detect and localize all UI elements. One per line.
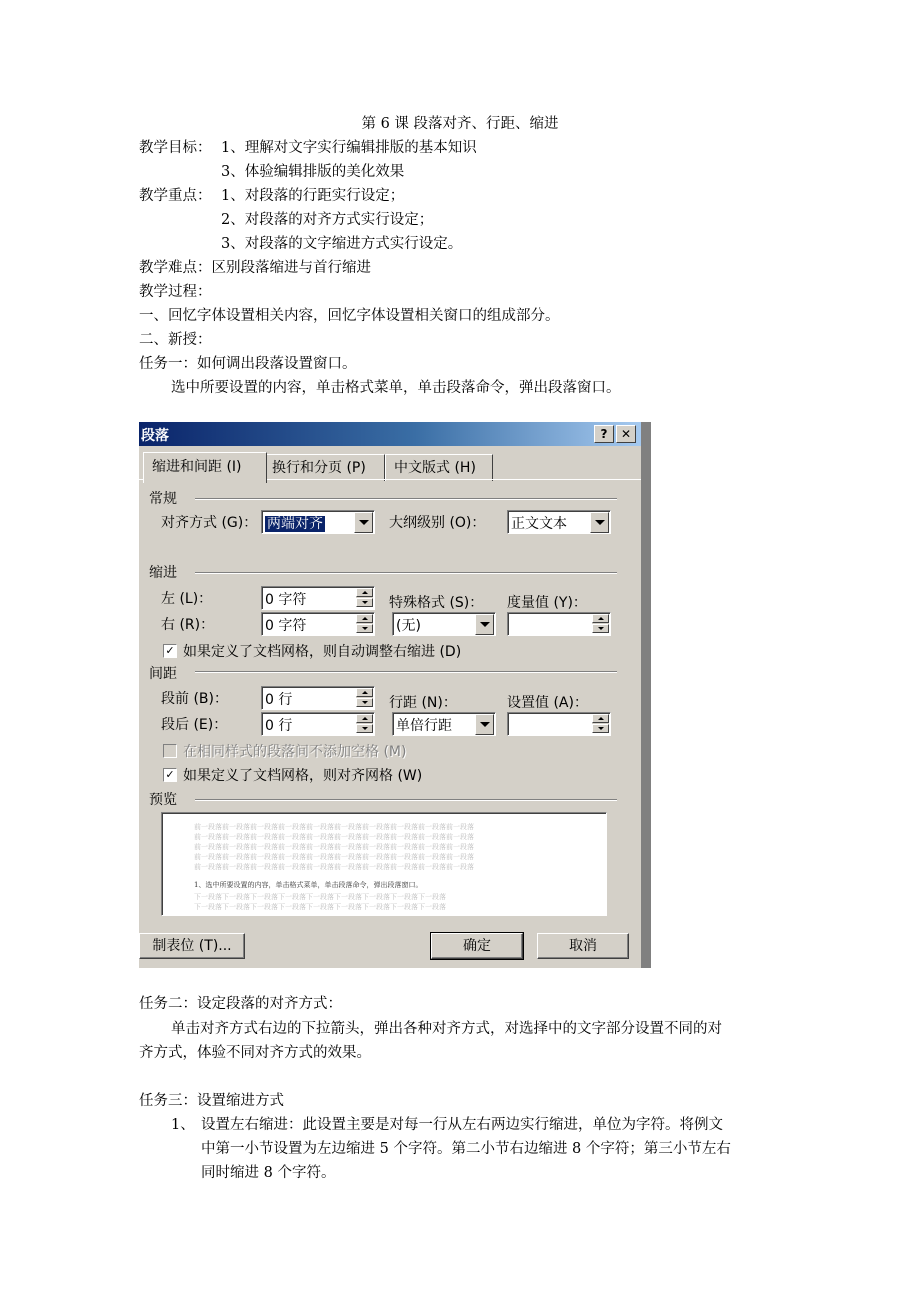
tab-indent-spacing[interactable]: 缩进和间距 (I) (143, 452, 267, 483)
linespace-label: 行距 (N)： (389, 695, 457, 711)
special-value: (无) (396, 618, 421, 634)
outline-dropdown-button[interactable] (590, 512, 609, 533)
task3-text: 同时缩进 8 个字符。 (201, 1165, 336, 1181)
snap-grid-label: 如果定义了文档网格，则对齐网格 (W) (183, 768, 423, 784)
auto-right-checkbox[interactable]: ✓ (163, 644, 177, 658)
right-indent-spinner[interactable] (356, 614, 373, 633)
group-spacing-label: 间距 (149, 666, 177, 682)
preview-box (161, 812, 607, 916)
after-input[interactable] (261, 712, 375, 736)
group-separator (195, 671, 617, 673)
group-separator (195, 498, 617, 500)
setvalue-spinner[interactable] (592, 714, 609, 733)
no-space-label: 在相同样式的段落间不添加空格 (M) (183, 744, 407, 760)
group-general-label: 常规 (149, 491, 177, 507)
special-dropdown-button[interactable] (475, 614, 494, 635)
left-indent-value: 0 字符 (265, 592, 307, 608)
difficulty-line: 教学难点：区别段落缩进与首行缩进 (139, 260, 371, 276)
goals-label: 教学目标： (139, 140, 212, 156)
group-separator (195, 572, 617, 574)
ok-button[interactable]: 确定 (431, 933, 523, 959)
align-dropdown-button[interactable] (354, 512, 373, 533)
after-label: 段后 (E)： (161, 717, 228, 733)
preview-prev-line: 前一段落前一段落前一段落前一段落前一段落前一段落前一段落前一段落前一段落前一段落 (194, 843, 474, 851)
task2-text: 单击对齐方式右边的下拉箭头，弹出各种对齐方式，对选择中的文字部分设置不同的对 (171, 1021, 722, 1037)
group-preview-label: 预览 (149, 792, 177, 808)
chevron-down-icon (480, 722, 490, 727)
left-indent-input[interactable] (261, 586, 375, 610)
outline-label: 大纲级别 (O)： (389, 515, 486, 531)
before-input[interactable] (261, 686, 375, 710)
left-indent-spinner[interactable] (356, 588, 373, 607)
goal-item: 1、理解对文字实行编辑排版的基本知识 (221, 140, 477, 156)
chevron-down-icon (359, 520, 369, 525)
after-value: 0 行 (265, 718, 293, 734)
special-dropdown[interactable] (392, 612, 496, 636)
step2-line: 二、新授： (139, 332, 212, 348)
task3-text: 设置左右缩进：此设置主要是对每一行从左右两边实行缩进，单位为字符。将例文 (201, 1117, 723, 1133)
task2-text: 齐方式，体验不同对齐方式的效果。 (139, 1045, 371, 1061)
cancel-button[interactable]: 取消 (537, 933, 629, 959)
close-button[interactable]: ✕ (616, 425, 636, 443)
before-label: 段前 (B)： (161, 691, 228, 707)
setvalue-label: 设置值 (A)： (507, 695, 588, 711)
dialog-shadow (641, 422, 651, 968)
before-spinner[interactable] (356, 688, 373, 707)
left-indent-label: 左 (L)： (161, 591, 213, 607)
tab-chinese-layout[interactable]: 中文版式 (H) (385, 454, 493, 481)
key-label: 教学重点： (139, 188, 212, 204)
outline-value: 正文文本 (511, 516, 567, 532)
dialog-titlebar (139, 422, 641, 446)
key-item: 1、对段落的行距实行设定； (221, 188, 405, 204)
paragraph-dialog (139, 422, 651, 968)
key-item: 2、对段落的对齐方式实行设定； (221, 212, 434, 228)
key-item: 3、对段落的文字缩进方式实行设定。 (221, 236, 463, 252)
task3-heading: 任务三：设置缩进方式 (139, 1093, 284, 1109)
chevron-down-icon (595, 520, 605, 525)
task3-text: 中第一小节设置为左边缩进 5 个字符。第二小节右边缩进 8 个字符；第三小节左右 (201, 1141, 731, 1157)
preview-prev-line: 前一段落前一段落前一段落前一段落前一段落前一段落前一段落前一段落前一段落前一段落 (194, 823, 474, 831)
goal-item: 3、体验编辑排版的美化效果 (221, 164, 405, 180)
task2-heading: 任务二：设定段落的对齐方式： (139, 996, 342, 1012)
measure-spinner[interactable] (592, 614, 609, 633)
process-line: 教学过程： (139, 284, 212, 300)
group-separator (195, 799, 617, 801)
before-value: 0 行 (265, 692, 293, 708)
help-button[interactable]: ? (594, 425, 614, 443)
linespace-value: 单倍行距 (396, 718, 452, 734)
chevron-down-icon (480, 622, 490, 627)
preview-next-line: 下一段落下一段落下一段落下一段落下一段落下一段落下一段落下一段落下一段落 (194, 893, 446, 901)
task1-heading: 任务一：如何调出段落设置窗口。 (139, 356, 357, 372)
right-indent-input[interactable] (261, 612, 375, 636)
linespace-dropdown[interactable] (392, 712, 496, 736)
preview-prev-line: 前一段落前一段落前一段落前一段落前一段落前一段落前一段落前一段落前一段落前一段落 (194, 853, 474, 861)
linespace-dropdown-button[interactable] (475, 714, 494, 735)
task1-description: 选中所要设置的内容，单击格式菜单，单击段落命令，弹出段落窗口。 (171, 380, 621, 396)
tab-line-page-break[interactable]: 换行和分页 (P) (263, 454, 385, 481)
task3-number: 1、 (171, 1117, 195, 1133)
special-label: 特殊格式 (S)： (389, 595, 484, 611)
preview-prev-line: 前一段落前一段落前一段落前一段落前一段落前一段落前一段落前一段落前一段落前一段落 (194, 833, 474, 841)
align-dropdown[interactable] (261, 510, 375, 534)
right-indent-value: 0 字符 (265, 618, 307, 634)
auto-right-label: 如果定义了文档网格，则自动调整右缩进 (D) (183, 644, 462, 660)
setvalue-input[interactable] (507, 712, 611, 736)
measure-input[interactable] (507, 612, 611, 636)
align-label: 对齐方式 (G)： (161, 515, 258, 531)
tabs-button[interactable]: 制表位 (T)... (139, 933, 245, 959)
dialog-title: 段落 (141, 428, 169, 444)
no-space-checkbox (163, 744, 177, 758)
align-value: 两端对齐 (267, 516, 323, 532)
lesson-title: 第 6 课 段落对齐、行距、缩进 (361, 116, 559, 132)
preview-next-line: 下一段落下一段落下一段落下一段落下一段落下一段落下一段落下一段落下一段落 (194, 903, 446, 911)
snap-grid-checkbox[interactable]: ✓ (163, 768, 177, 782)
measure-label: 度量值 (Y)： (507, 595, 587, 611)
group-indent-label: 缩进 (149, 565, 177, 581)
step1-line: 一、回忆字体设置相关内容，回忆字体设置相关窗口的组成部分。 (139, 308, 560, 324)
right-indent-label: 右 (R)： (161, 617, 215, 633)
preview-prev-line: 前一段落前一段落前一段落前一段落前一段落前一段落前一段落前一段落前一段落前一段落 (194, 863, 474, 871)
outline-dropdown[interactable] (507, 510, 611, 534)
preview-main-line: 1、选中所要设置的内容，单击格式菜单，单击段落命令，弹出段落窗口。 (194, 881, 423, 889)
after-spinner[interactable] (356, 714, 373, 733)
